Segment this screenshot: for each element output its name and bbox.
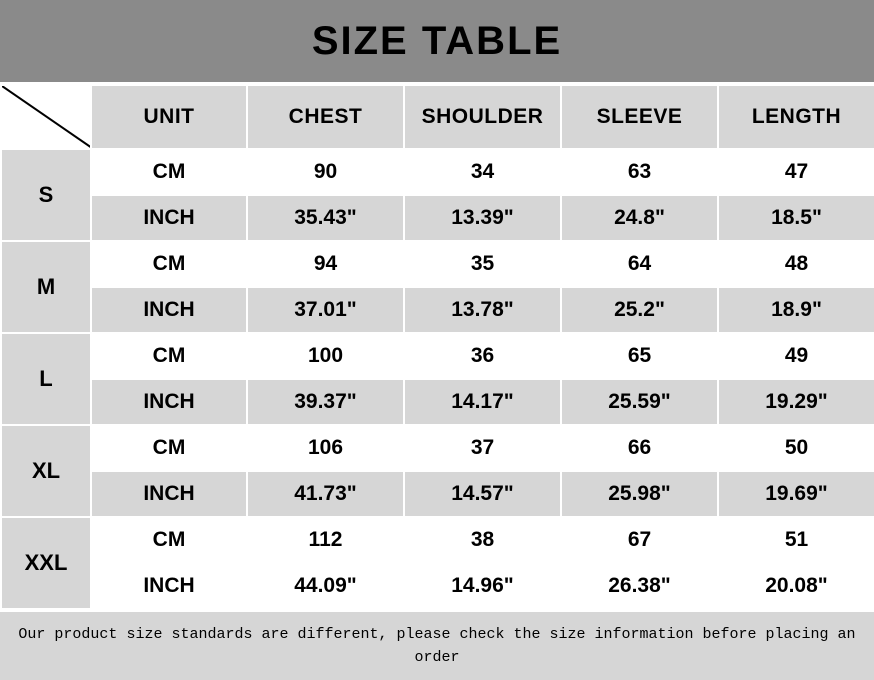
- value-shoulder: 34: [404, 149, 561, 195]
- table-body: [1, 149, 874, 609]
- value-sleeve: 64: [561, 241, 718, 287]
- title-bar: [0, 0, 874, 84]
- size-label-l: L: [1, 333, 91, 425]
- value-sleeve: 67: [561, 517, 718, 563]
- value-length: 50: [718, 425, 874, 471]
- value-sleeve: 25.98": [561, 471, 718, 517]
- value-length: 20.08": [718, 563, 874, 609]
- value-sleeve: 24.8": [561, 195, 718, 241]
- value-chest: 35.43": [247, 195, 404, 241]
- column-header-unit: UNIT: [91, 85, 247, 149]
- value-chest: 44.09": [247, 563, 404, 609]
- table-row: [1, 563, 874, 609]
- column-header-shoulder: SHOULDER: [404, 85, 561, 149]
- unit-inch: INCH: [91, 471, 247, 517]
- unit-inch: INCH: [91, 195, 247, 241]
- value-shoulder: 14.17": [404, 379, 561, 425]
- value-shoulder: 38: [404, 517, 561, 563]
- column-header-sleeve: SLEEVE: [561, 85, 718, 149]
- value-length: 19.29": [718, 379, 874, 425]
- footer-note: [0, 610, 874, 680]
- value-sleeve: 25.59": [561, 379, 718, 425]
- value-shoulder: 37: [404, 425, 561, 471]
- table-row: [1, 241, 874, 287]
- value-chest: 37.01": [247, 287, 404, 333]
- table-row: [1, 195, 874, 241]
- unit-inch: INCH: [91, 379, 247, 425]
- value-chest: 100: [247, 333, 404, 379]
- value-sleeve: 65: [561, 333, 718, 379]
- table-row: [1, 425, 874, 471]
- unit-cm: CM: [91, 241, 247, 287]
- value-length: 48: [718, 241, 874, 287]
- footer-note-text: Our product size standards are different, please check the size information before placing an order: [18, 625, 856, 666]
- page-title: SIZE TABLE: [311, 18, 563, 63]
- value-shoulder: 36: [404, 333, 561, 379]
- header-row: [1, 85, 874, 149]
- unit-cm: CM: [91, 517, 247, 563]
- unit-inch: INCH: [91, 563, 247, 609]
- value-length: 18.9": [718, 287, 874, 333]
- unit-cm: CM: [91, 333, 247, 379]
- table-row: [1, 471, 874, 517]
- value-chest: 112: [247, 517, 404, 563]
- value-sleeve: 63: [561, 149, 718, 195]
- diagonal-line-icon: [2, 86, 91, 148]
- value-sleeve: 66: [561, 425, 718, 471]
- value-length: 49: [718, 333, 874, 379]
- unit-cm: CM: [91, 425, 247, 471]
- size-label-xl: XL: [1, 425, 91, 517]
- value-chest: 94: [247, 241, 404, 287]
- value-shoulder: 14.57": [404, 471, 561, 517]
- value-chest: 39.37": [247, 379, 404, 425]
- size-label-s: S: [1, 149, 91, 241]
- size-label-xxl: XXL: [1, 517, 91, 609]
- table-row: [1, 287, 874, 333]
- table-row: [1, 517, 874, 563]
- column-header-chest: CHEST: [247, 85, 404, 149]
- value-sleeve: 25.2": [561, 287, 718, 333]
- value-length: 47: [718, 149, 874, 195]
- value-shoulder: 35: [404, 241, 561, 287]
- value-shoulder: 13.78": [404, 287, 561, 333]
- table-row: [1, 379, 874, 425]
- table-header: [1, 85, 874, 149]
- value-shoulder: 14.96": [404, 563, 561, 609]
- unit-inch: INCH: [91, 287, 247, 333]
- value-sleeve: 26.38": [561, 563, 718, 609]
- value-length: 18.5": [718, 195, 874, 241]
- value-chest: 41.73": [247, 471, 404, 517]
- column-header-length: LENGTH: [718, 85, 874, 149]
- table-row: [1, 149, 874, 195]
- value-length: 51: [718, 517, 874, 563]
- value-length: 19.69": [718, 471, 874, 517]
- size-label-m: M: [1, 241, 91, 333]
- value-shoulder: 13.39": [404, 195, 561, 241]
- corner-diagonal-cell: [1, 85, 91, 149]
- size-chart-table: [0, 84, 874, 610]
- value-chest: 90: [247, 149, 404, 195]
- value-chest: 106: [247, 425, 404, 471]
- unit-cm: CM: [91, 149, 247, 195]
- table-row: [1, 333, 874, 379]
